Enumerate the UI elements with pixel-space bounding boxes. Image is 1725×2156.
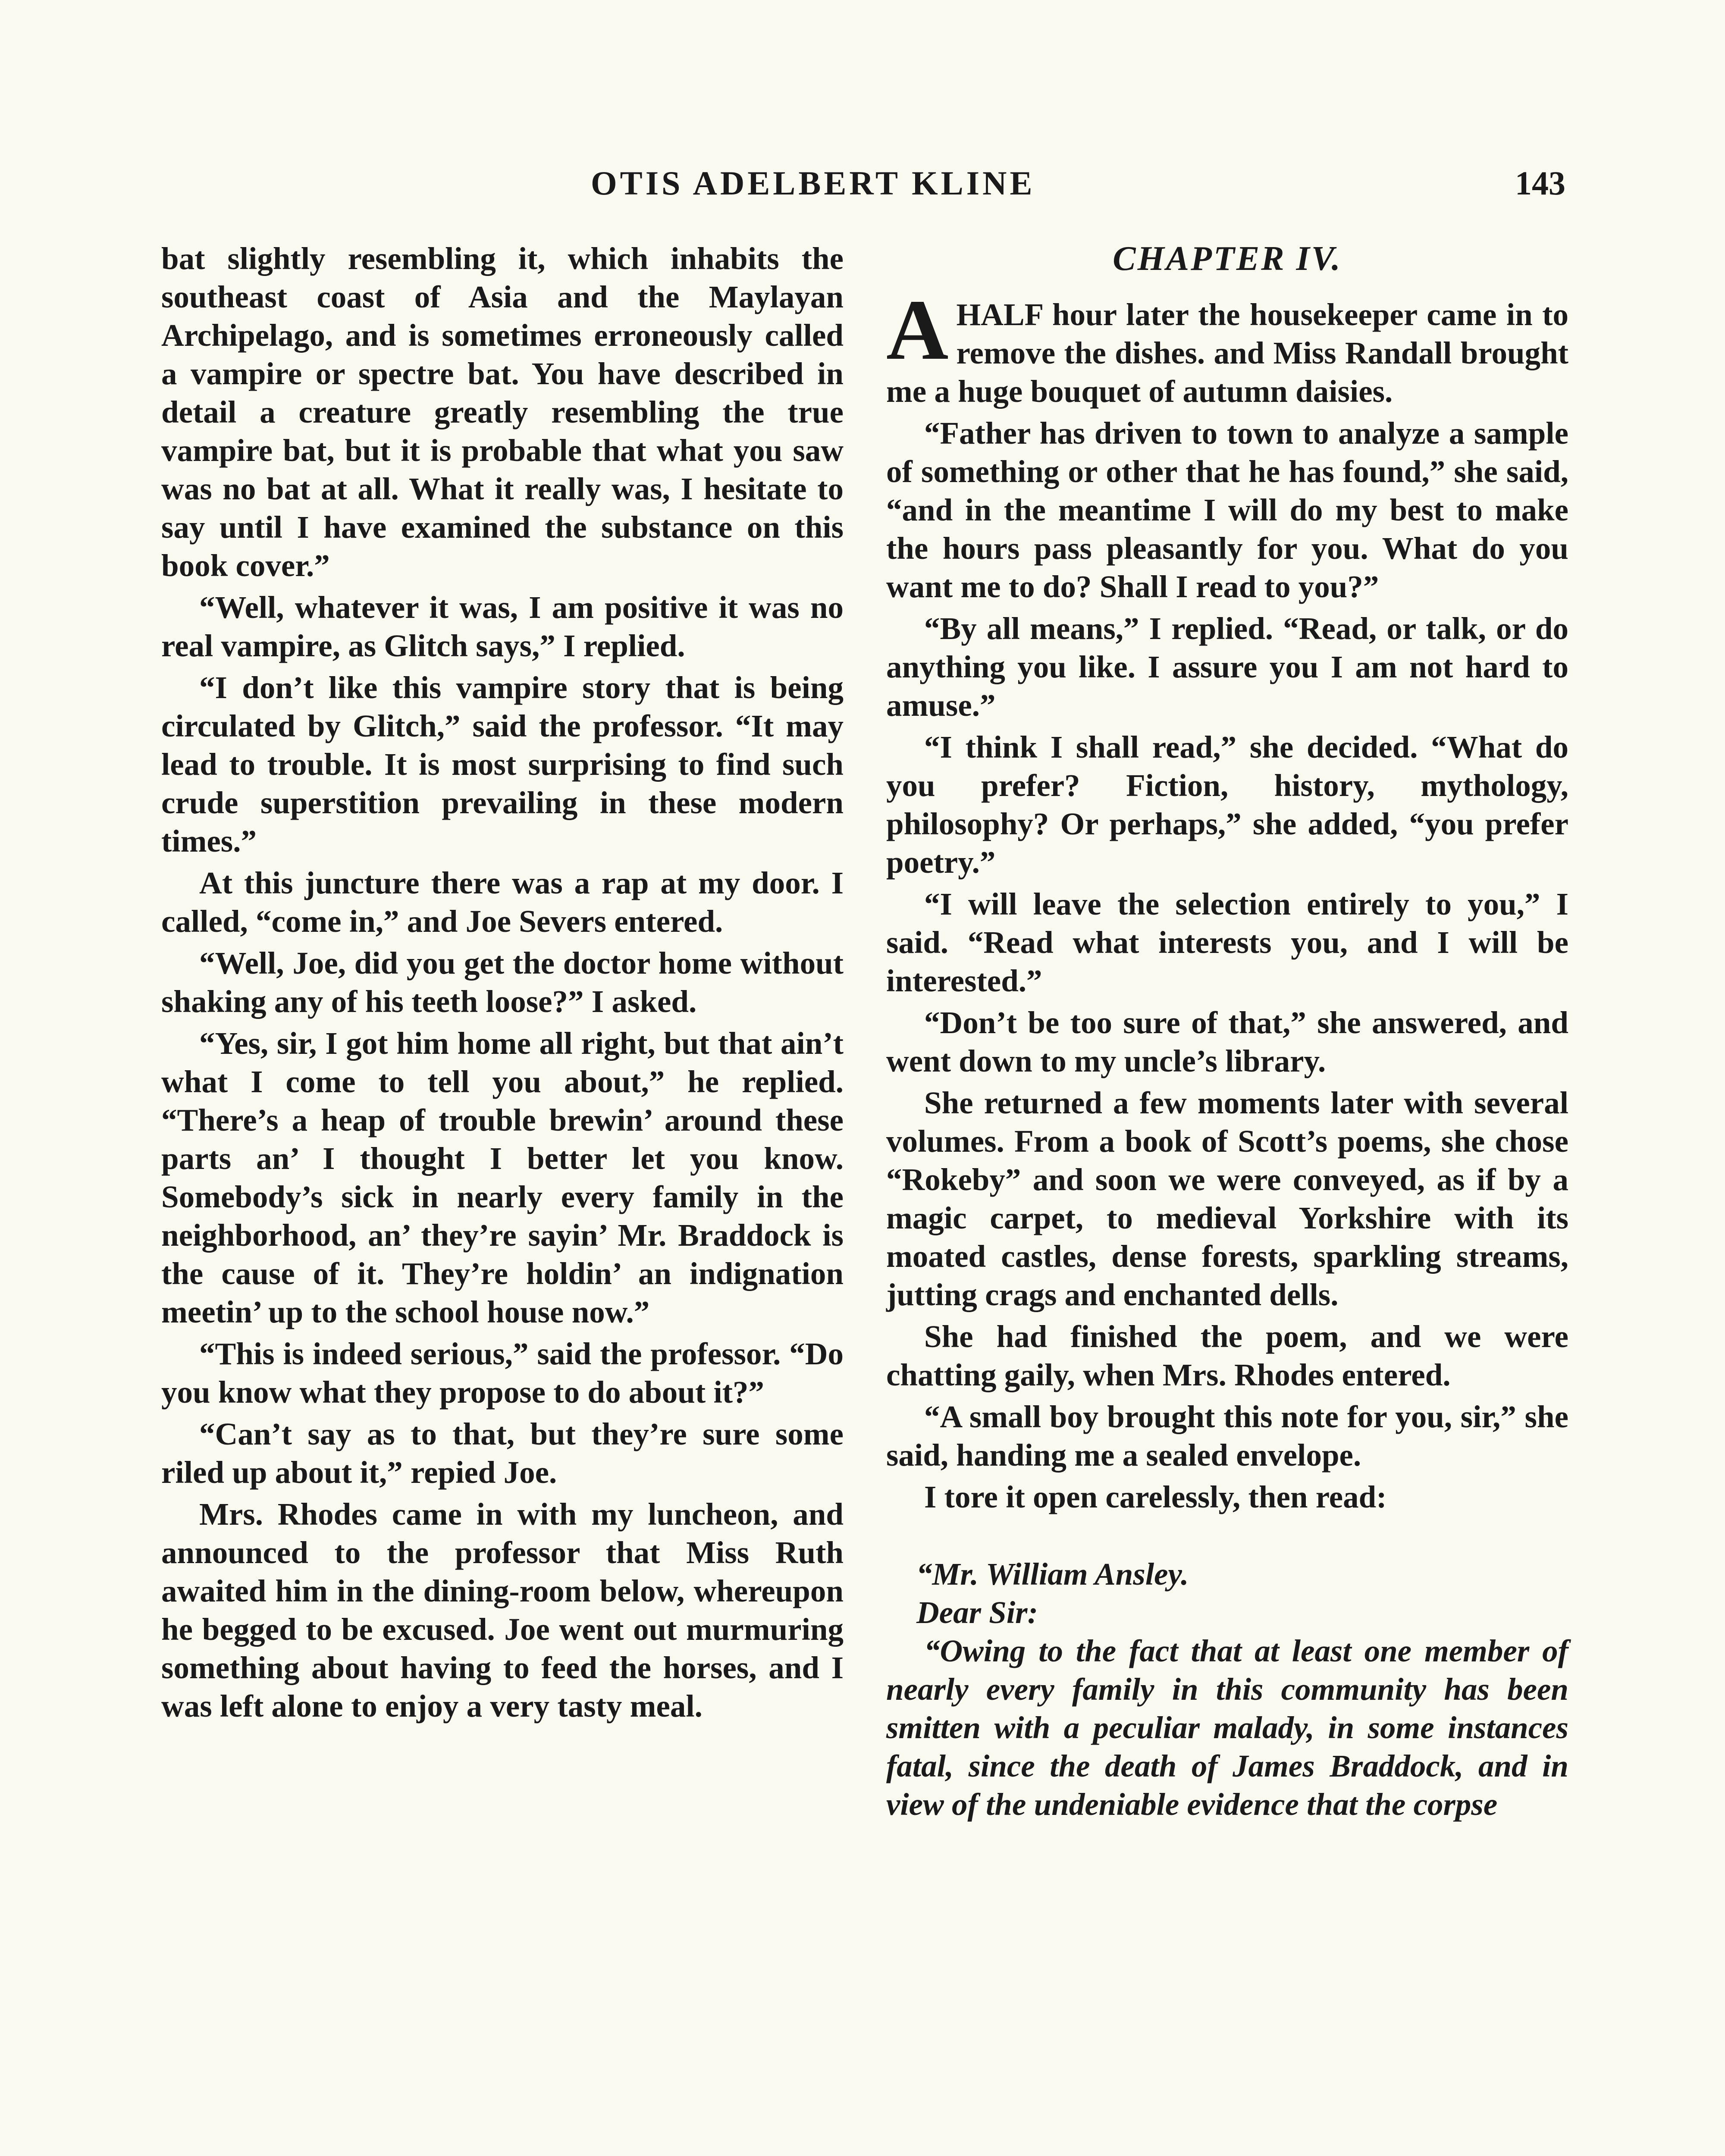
paragraph: I tore it open carelessly, then read:: [924, 1479, 1387, 1514]
paragraph: “I don’t like this vampire story that is being circulated by Glitch,” said the professor. “It may lead to trouble. It is most surprising to find such crude superstition prevailing in these modern times.”: [161, 670, 844, 859]
opening-text: HALF hour later the housekeeper came in to remove the dishes. and Miss Randall brought me a huge bouquet of autumn daisies.: [886, 297, 1568, 409]
paragraph: “I think I shall read,” she decided. “What do you prefer? Fiction, history, mythology, philosophy? Or perhaps,” she added, “you prefer poetry.”: [886, 730, 1568, 880]
paragraph: “Father has driven to town to analyze a sample of something or other that he has found,” she said, “and in the meantime I will do my best to make the hours pass pleasantly for you. What do you want me to do? Shall I read to you?”: [886, 416, 1568, 604]
page-number: 143: [1515, 164, 1565, 202]
paragraph: “Well, whatever it was, I am positive it was no real vampire, as Glitch says,” I replied.: [161, 590, 844, 663]
left-text-column: [161, 239, 844, 1729]
letter-body: “Owing to the fact that at least one member of nearly every family in this community has been smitten with a peculiar malady, in some instances fatal, since the death of James Braddock, and in view of the undeniable evidence that the corpse: [886, 1633, 1568, 1822]
paragraph: “A small boy brought this note for you, sir,” she said, handing me a sealed envelope.: [886, 1399, 1568, 1473]
paragraph: “Well, Joe, did you get the doctor home without shaking any of his teeth loose?” I asked.: [161, 946, 844, 1019]
paragraph: She had finished the poem, and we were chatting gaily, when Mrs. Rhodes entered.: [886, 1319, 1568, 1392]
paragraph: At this juncture there was a rap at my door. I called, “come in,” and Joe Severs entered.: [161, 865, 844, 939]
paragraph: Mrs. Rhodes came in with my luncheon, and announced to the professor that Miss Ruth awaited him in the dining-room below, whereupon he begged to be excused. Joe went out murmuring something about having to feed the horses, and I was left alone to enjoy a very tasty meal.: [161, 1497, 844, 1724]
paragraph: “Can’t say as to that, but they’re sure some riled up about it,” repied Joe.: [161, 1416, 844, 1490]
chapter-opening-paragraph: [886, 282, 1568, 411]
paragraph: “Yes, sir, I got him home all right, but that ain’t what I come to tell you about,” he replied. “There’s a heap of trouble brewin’ around these parts an’ I thought I better let you know. Somebody’s sick in nearly every family in the neighborhood, an’ they’re sayin’ Mr. Braddock is the cause of it. They’re holdin’ an indignation meetin’ up to the school house now.”: [161, 1026, 844, 1329]
running-header-title: OTIS ADELBERT KLINE: [591, 164, 1035, 202]
paragraph: bat slightly resembling it, which inhabits the southeast coast of Asia and the Maylayan Archipelago, and is sometimes erroneously called a vampire or spectre bat. You have described in detail a creature greatly resembling the true vampire bat, but it is probable that what you saw was no bat at all. What it really was, I hesitate to say until I have examined the substance on this book cover.”: [161, 241, 844, 583]
drop-cap: A: [886, 282, 949, 378]
paragraph: “This is indeed serious,” said the professor. “Do you know what they propose to do about it?”: [161, 1336, 844, 1410]
quoted-letter: [886, 1555, 1568, 1824]
paragraph: “By all means,” I replied. “Read, or talk, or do anything you like. I assure you I am not hard to amuse.”: [886, 611, 1568, 723]
letter-salutation: Dear Sir:: [916, 1595, 1038, 1630]
right-text-column: [886, 239, 1568, 1824]
paragraph: “I will leave the selection entirely to you,” I said. “Read what interests you, and I will be interested.”: [886, 887, 1568, 998]
paragraph: She returned a few moments later with several volumes. From a book of Scott’s poems, she chose “Rokeby” and soon we were conveyed, as if by a magic carpet, to medieval Yorkshire with its moated castles, dense forests, sparkling streams, jutting crags and enchanted dells.: [886, 1085, 1568, 1312]
chapter-heading: CHAPTER IV.: [1113, 240, 1342, 278]
letter-addressee: “Mr. William Ansley.: [916, 1557, 1189, 1592]
paragraph: “Don’t be too sure of that,” she answered, and went down to my uncle’s library.: [886, 1005, 1568, 1078]
